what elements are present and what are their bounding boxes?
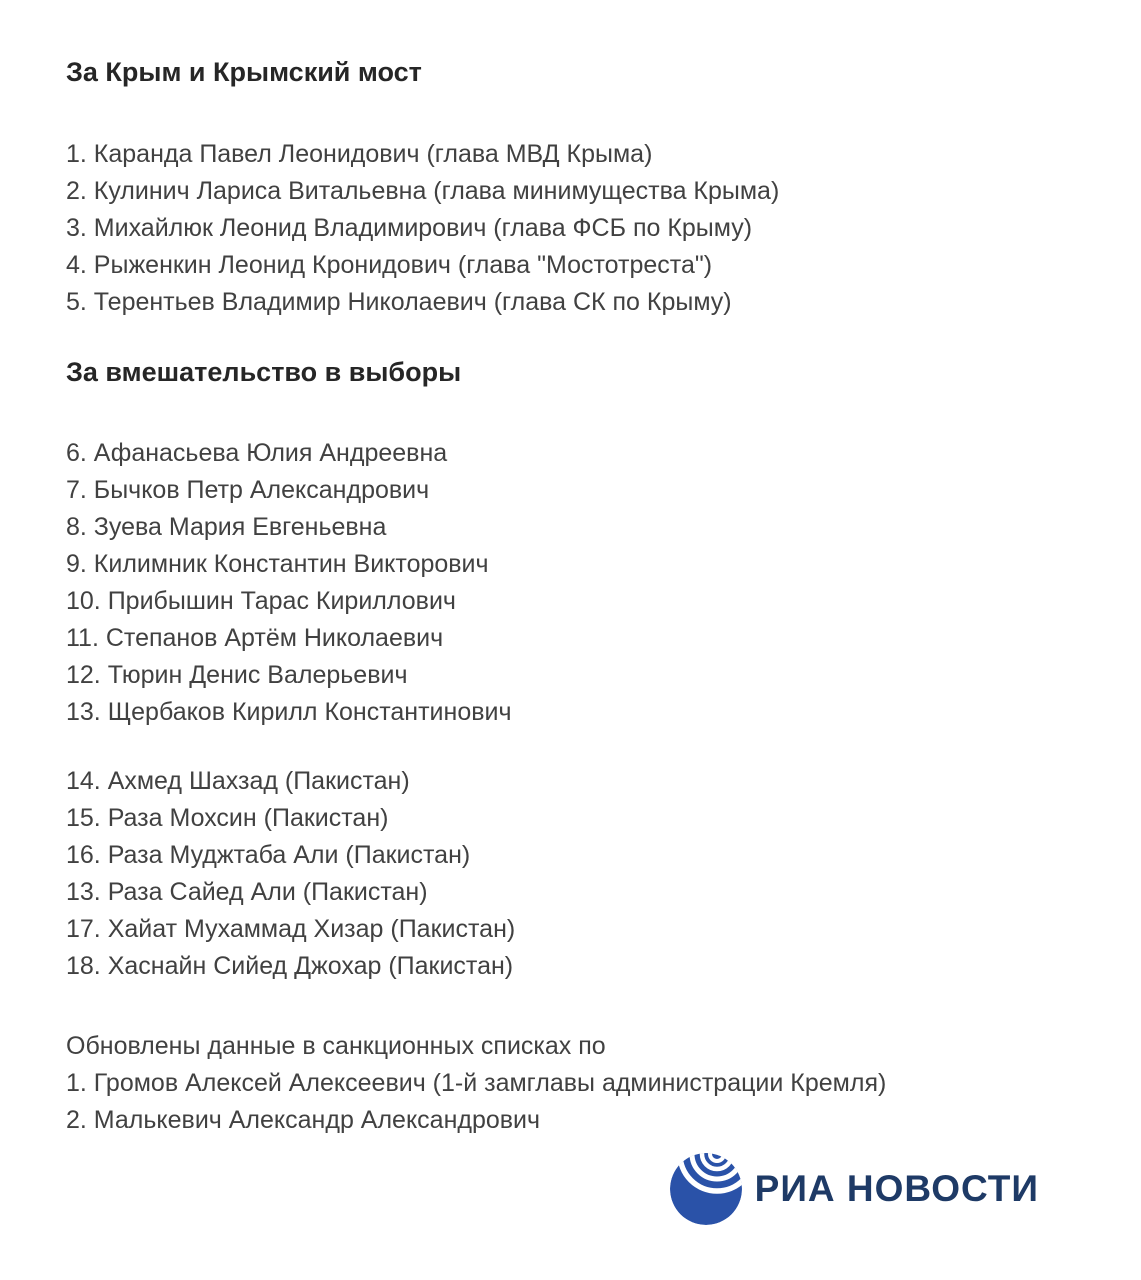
list-item: 11. Степанов Артём Николаевич (66, 624, 444, 652)
list-item: 1. Каранда Павел Леонидович (глава МВД Крыма) (66, 140, 653, 168)
list-item: 1. Громов Алексей Алексеевич (1-й замглавы администрации Кремля) (66, 1069, 887, 1097)
list-item: 13. Раза Сайед Али (Пакистан) (66, 878, 428, 906)
elections-list (66, 435, 1101, 731)
list-item: 13. Щербаков Кирилл Константинович (66, 698, 512, 726)
list-item: 14. Ахмед Шахзад (Пакистан) (66, 767, 410, 795)
list-item: 2. Малькевич Александр Александрович (66, 1106, 541, 1134)
crimea-list (66, 136, 1101, 321)
list-item: 2. Кулинич Лариса Витальевна (глава минимущества Крыма) (66, 177, 780, 205)
list-item: 15. Раза Мохсин (Пакистан) (66, 804, 389, 832)
list-item: 4. Рыженкин Леонид Кронидович (глава "Мостотреста") (66, 251, 713, 279)
list-item: 10. Прибышин Тарас Кириллович (66, 587, 456, 615)
section-heading-elections: За вмешательство в выборы (66, 357, 462, 387)
list-item: 8. Зуева Мария Евгеньевна (66, 513, 387, 541)
list-item: 12. Тюрин Денис Валерьевич (66, 661, 408, 689)
pakistan-list (66, 763, 1101, 985)
updates-intro: Обновлены данные в санкционных списках по (66, 1032, 606, 1060)
list-item: 5. Терентьев Владимир Николаевич (глава СК по Крыму) (66, 288, 732, 316)
ria-novosti-logo (66, 1153, 1101, 1225)
list-item: 3. Михайлюк Леонид Владимирович (глава ФСБ по Крыму) (66, 214, 753, 242)
ria-brand-text: РИА НОВОСТИ (754, 1168, 1039, 1209)
list-item: 17. Хайат Мухаммад Хизар (Пакистан) (66, 915, 516, 943)
list-item: 16. Раза Муджтаба Али (Пакистан) (66, 841, 471, 869)
section-heading-crimea: За Крым и Крымский мост (66, 57, 422, 87)
list-item: 7. Бычков Петр Александрович (66, 476, 430, 504)
list-item: 6. Афанасьева Юлия Андреевна (66, 439, 448, 467)
updates-block (66, 1028, 1101, 1139)
list-item: 18. Хаснайн Сийед Джохар (Пакистан) (66, 952, 514, 980)
ria-globe-icon (670, 1153, 742, 1225)
list-item: 9. Килимник Константин Викторович (66, 550, 489, 578)
